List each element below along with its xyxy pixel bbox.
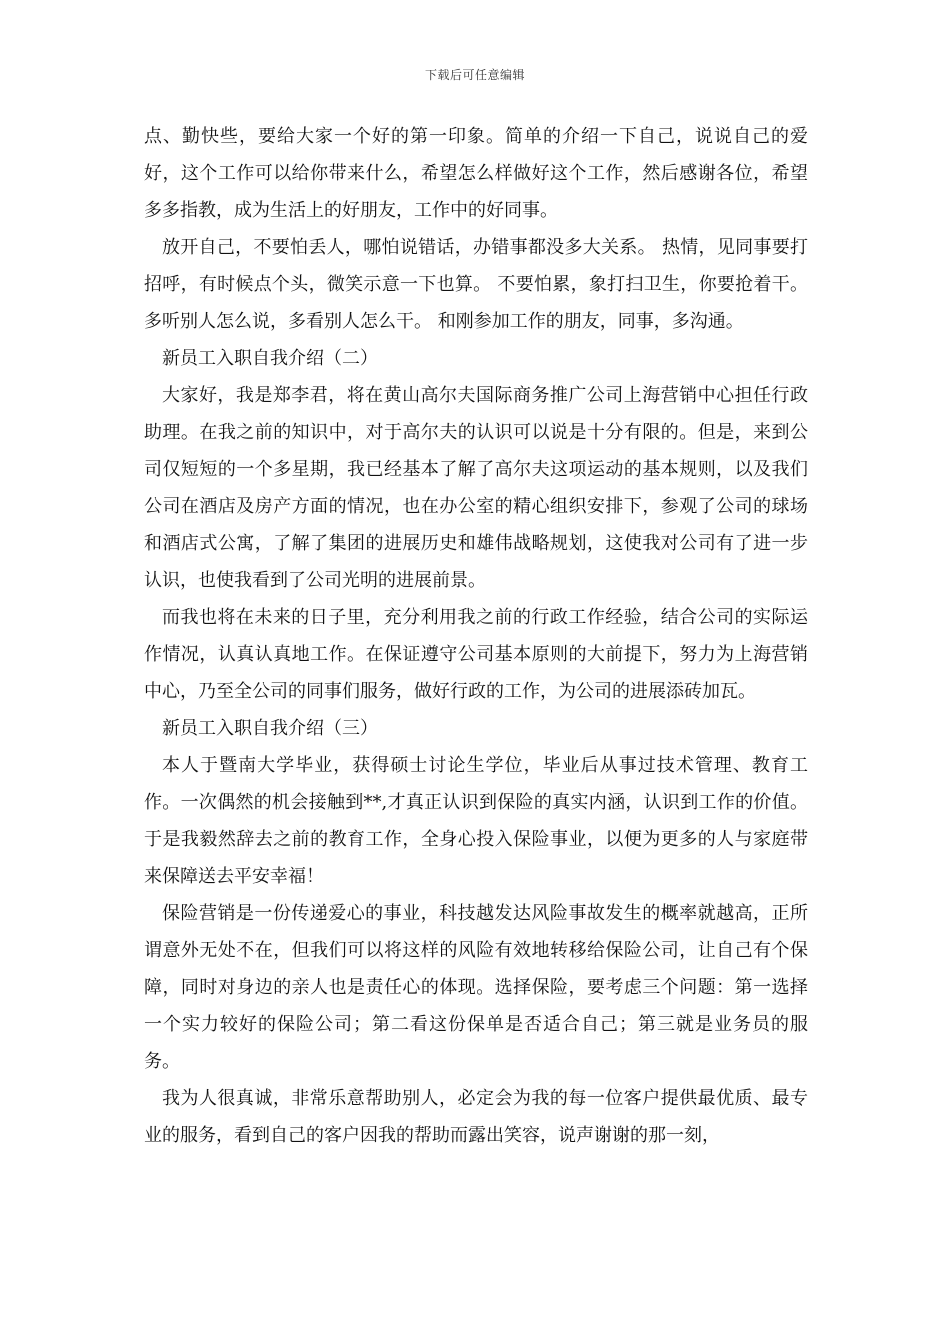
paragraph-intro-3b: 保险营销是一份传递爱心的事业，科技越发达风险事故发生的概率就越高，正所谓意外无处不在，但我们可以将这样的风险有效地转移给保险公司，让自己有个保障，同时对身边的亲人也是责任心的体现。选择保险，要考虑三个问题：第一选择一个实力较好的保险公司；第二看这份保单是否适合自己；第三就是业务员的服务。 (144, 903, 808, 1072)
paragraph-intro-2a: 大家好，我是郑李君，将在黄山高尔夫国际商务推广公司上海营销中心担任行政助理。在我之前的知识中，对于高尔夫的认识可以说是十分有限的。但是，来到公司仅短短的一个多星期，我已经基本了解了高尔夫这项运动的基本规则，以及我们公司在酒店及房产方面的情况，也在办公室的精心组织安排下，参观了公司的球场和酒店式公寓，了解了集团的进展历史和雄伟战略规划，这使我对公司有了进一步认识，也使我看到了公司光明的进展前景。 (144, 385, 808, 591)
section-heading-3: 新员工入职自我介绍（三） (162, 718, 378, 739)
section-heading-2: 新员工入职自我介绍（二） (162, 348, 378, 369)
paragraph-continuation: 点、勤快些，要给大家一个好的第一印象。简单的介绍一下自己，说说自己的爱好，这个工作可以给你带来什么，希望怎么样做好这个工作，然后感谢各位，希望多多指教，成为生活上的好朋友，工作中的好同事。 (144, 126, 808, 221)
paragraph-intro-3a: 本人于暨南大学毕业，获得硕士讨论生学位，毕业后从事过技术管理、教育工作。一次偶然的机会接触到**,才真正认识到保险的真实内涵，认识到工作的价值。于是我毅然辞去之前的教育工作，全身心投入保险事业，以便为更多的人与家庭带来保障送去平安幸福！ (144, 755, 808, 887)
paragraph-intro-2b: 而我也将在未来的日子里，充分利用我之前的行政工作经验，结合公司的实际运作情况，认真认真地工作。在保证遵守公司基本原则的大前提下，努力为上海营销中心，乃至全公司的同事们服务，做好行政的工作，为公司的进展添砖加瓦。 (144, 607, 808, 702)
paragraph-advice: 放开自己，不要怕丢人，哪怕说错话，办错事都没多大关系。 热情，见同事要打招呼，有时候点个头，微笑示意一下也算。 不要怕累，象打扫卫生，你要抢着干。 多听别人怎么说，多看别人怎么干。 和刚参加工作的朋友，同事，多沟通。 (144, 237, 808, 332)
document-body (144, 118, 808, 1154)
header-note: 下载后可任意编辑 (424, 68, 525, 82)
paragraph-intro-3c: 我为人很真诚，非常乐意帮助别人，必定会为我的每一位客户提供最优质、最专业的服务，看到自己的客户因我的帮助而露出笑容，说声谢谢的那一刻， (144, 1088, 808, 1146)
